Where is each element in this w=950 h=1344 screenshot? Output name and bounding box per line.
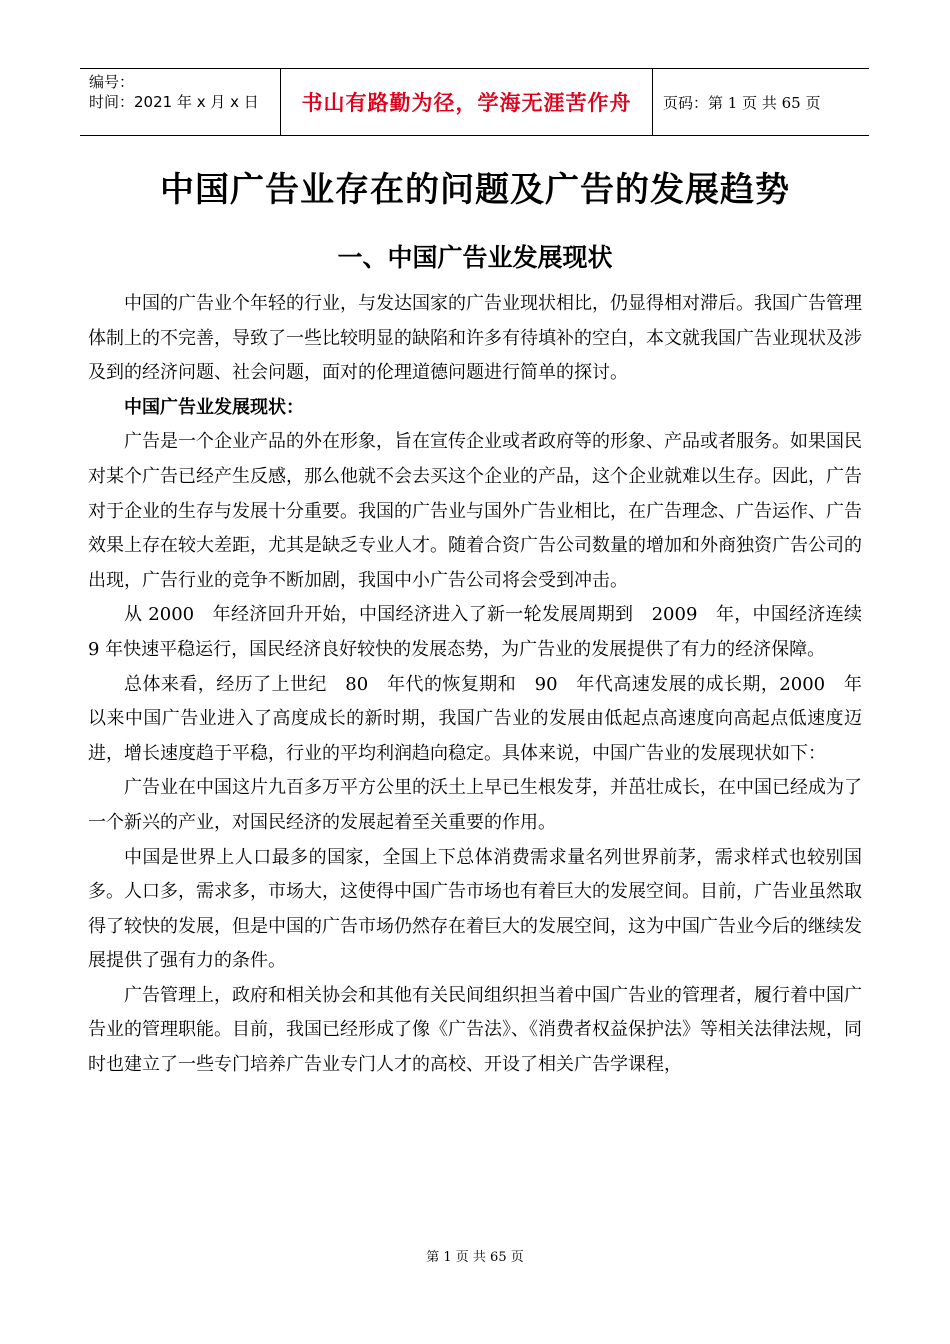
body-text [88, 287, 862, 1083]
section-title: 一、中国广告业发展现状 [337, 243, 613, 272]
paragraph: 广告业在中国这片九百多万平方公里的沃土上早已生根发芽，并茁壮成长，在中国已经成为了一个新兴的产业，对国民经济的发展起着至关重要的作用。 [88, 777, 862, 833]
document-time-label: 时间：2021 年 x 月 x 日 [89, 93, 259, 111]
document-title: 中国广告业存在的问题及广告的发展趋势 [160, 170, 790, 210]
paragraph: 广告是一个企业产品的外在形象，旨在宣传企业或者政府等的形象、产品或者服务。如果国民对某个广告已经产生反感，那么他就不会去买这个企业的产品，这个企业就难以生存。因此，广告对于企业的生存与发展十分重要。我国的广告业与国外广告业相比，在广告理念、广告运作、广告效果上存在较大差距，尤其是缺乏专业人才。随着合资广告公司数量的增加和外商独资广告公司的出现，广告行业的竞争不断加剧，我国中小广告公司将会受到冲击。 [88, 431, 862, 591]
paragraph-heading: 中国广告业发展现状： [124, 396, 304, 418]
document-number-label: 编号： [89, 73, 135, 91]
paragraph: 中国的广告业个年轻的行业，与发达国家的广告业现状相比，仍显得相对滞后。我国广告管理体制上的不完善，导致了一些比较明显的缺陷和许多有待填补的空白，本文就我国广告业现状及涉及到的经济问题、社会问题，面对的伦理道德问题进行简单的探讨。 [88, 293, 862, 384]
header-page-info: 页码：第 1 页 共 65 页 [663, 93, 821, 112]
paragraph: 总体来看，经历了上世纪 80 年代的恢复期和 90 年代高速发展的成长期，2000 年以来中国广告业进入了高度成长的新时期，我国广告业的发展由低起点高速度向高起点低速度迈进，增长速度趋于平稳，行业的平均利润趋向稳定。具体来说，中国广告业的发展现状如下： [88, 673, 862, 764]
header-info-cell [80, 69, 281, 135]
paragraph: 广告管理上，政府和相关协会和其他有关民间组织担当着中国广告业的管理者，履行着中国广告业的管理职能。目前，我国已经形成了像《广告法》、《消费者权益保护法》等相关法律法规，同时也建立了一些专门培养广告业专门人才的高校、开设了相关广告学课程， [88, 984, 862, 1076]
page-footer: 第 1 页 共 65 页 [426, 1250, 524, 1265]
header-motto: 书山有路勤为径，学海无涯苦作舟 [301, 90, 632, 115]
paragraph: 从 2000 年经济回升开始，中国经济进入了新一轮发展周期到 2009 年，中国经济连续 9 年快速平稳运行，国民经济良好较快的发展态势，为广告业的发展提供了有力的经济保障。 [88, 604, 862, 660]
header-motto-cell [281, 69, 653, 135]
paragraph: 中国是世界上人口最多的国家，全国上下总体消费需求量名列世界前茅，需求样式也较别国多。人口多，需求多，市场大，这使得中国广告市场也有着巨大的发展空间。目前，广告业虽然取得了较快的发展，但是中国的广告市场仍然存在着巨大的发展空间，这为中国广告业今后的继续发展提供了强有力的条件。 [88, 846, 862, 972]
header-table [80, 68, 869, 136]
header-page-cell [653, 69, 869, 135]
